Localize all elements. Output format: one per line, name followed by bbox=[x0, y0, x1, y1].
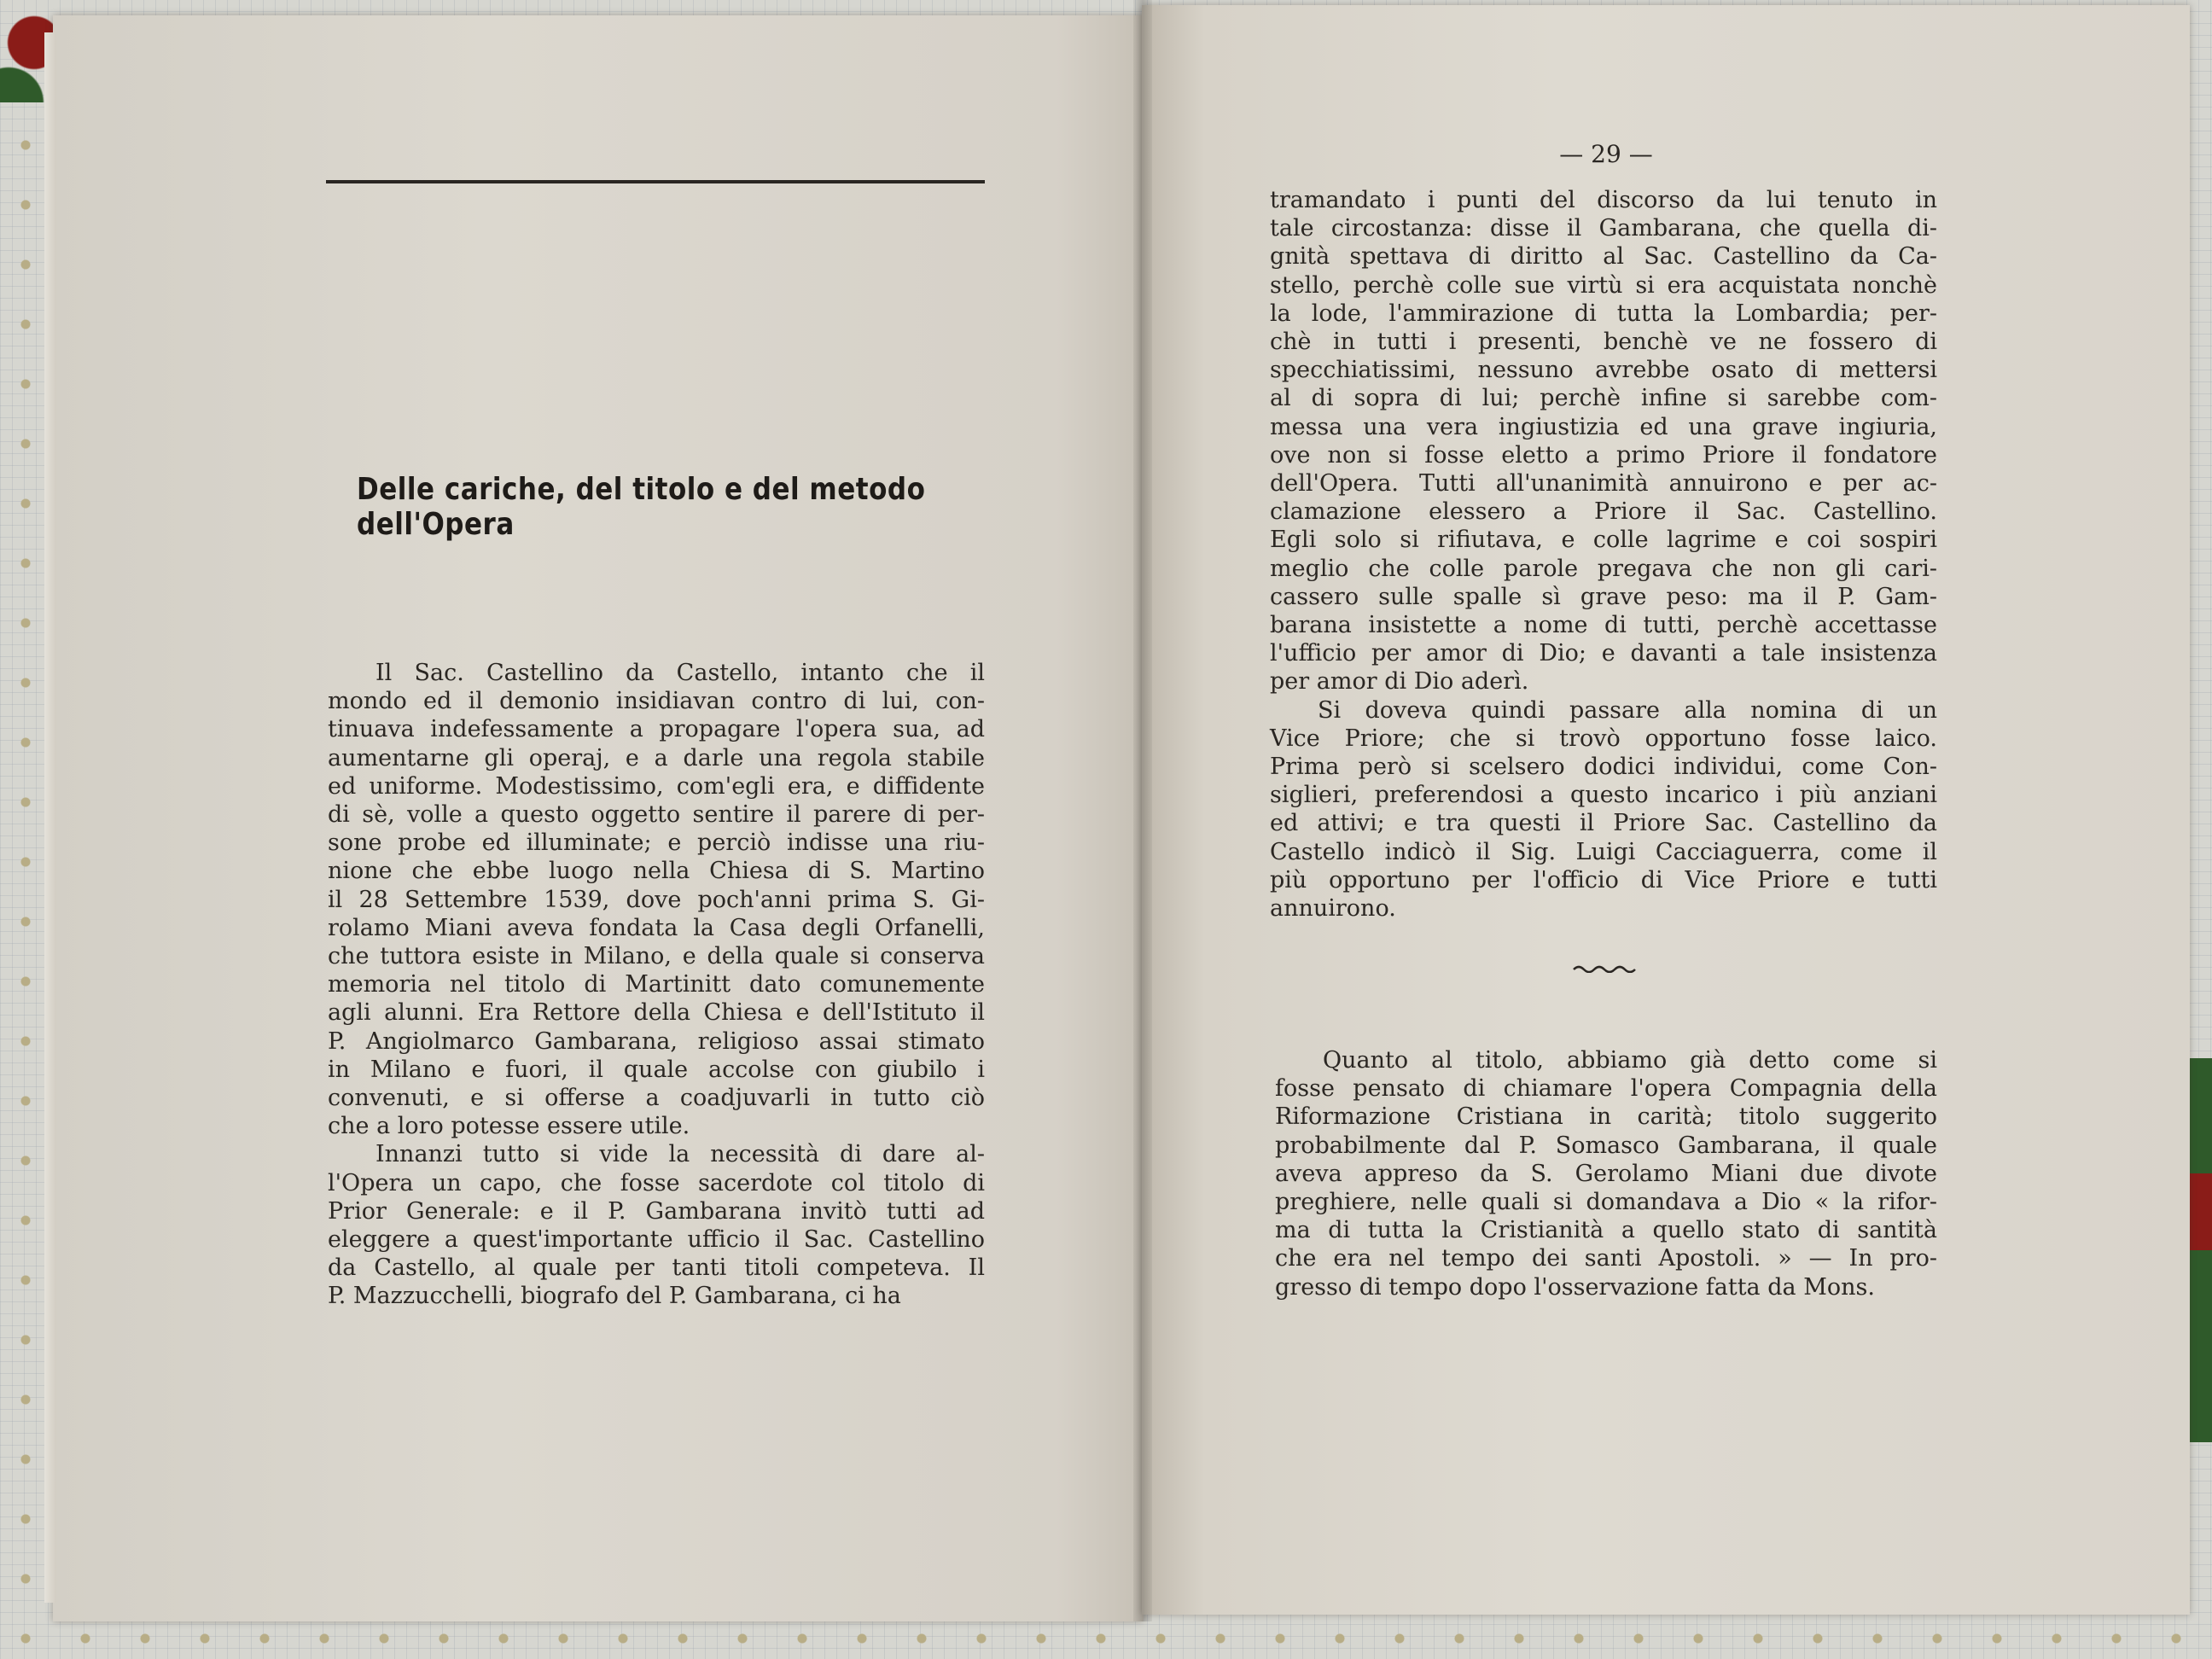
text-line: probabilmente dal P. Somasco Gambarana, il quale bbox=[1275, 1132, 1937, 1159]
chapter-title: Delle cariche, del titolo e del metodo dell'Opera bbox=[357, 471, 926, 543]
text-line: Prima però si scelsero dodici individui, come Con- bbox=[1270, 754, 1937, 781]
text-line: il 28 Settembre 1539, dove poch'anni prima S. Gi- bbox=[328, 886, 985, 913]
text-line: che era nel tempo dei santi Apostoli. » — In pro- bbox=[1275, 1245, 1937, 1272]
text-line: gresso di tempo dopo l'osservazione fatta da Mons. bbox=[1275, 1273, 1875, 1301]
chapter-rule bbox=[326, 180, 985, 183]
text-line: Innanzi tutto si vide la necessità di dare al- bbox=[375, 1141, 985, 1168]
text-line: annuirono. bbox=[1270, 895, 1396, 923]
text-line: Vice Priore; che si trovò opportuno fosse laico. bbox=[1270, 725, 1937, 752]
text-line: sone probe ed illuminate; e perciò indisse una riu- bbox=[328, 830, 985, 857]
text-line: Prior Generale: e il P. Gambarana invitò tutti ad bbox=[328, 1197, 985, 1225]
text-line: ed uniforme. Modestissimo, com'egli era, e diffidente bbox=[328, 772, 985, 800]
text-line: agli alunni. Era Rettore della Chiesa e dell'Istituto il bbox=[328, 999, 985, 1027]
text-line: barana insistette a nome di tutti, perchè accettasse bbox=[1270, 612, 1937, 639]
text-line: dell'Opera. Tutti all'unanimità annuirono e per ac- bbox=[1270, 470, 1937, 498]
text-line: siglieri, preferendosi a questo incarico i più anziani bbox=[1270, 782, 1937, 809]
text-line: preghiere, nelle quali si domandava a Dio « la rifor- bbox=[1275, 1189, 1937, 1216]
text-line: meglio che colle parole pregava che non gli cari- bbox=[1270, 555, 1937, 582]
left-page-body bbox=[328, 659, 985, 1311]
text-line: eleggere a quest'importante ufficio il Sac. Castellino bbox=[328, 1226, 985, 1254]
right-page-body-top bbox=[1270, 186, 1937, 923]
right-page-body-bottom bbox=[1275, 1046, 1937, 1301]
text-line: al di sopra di lui; perchè infine si sarebbe com- bbox=[1270, 385, 1937, 412]
text-line: ed attivi; e tra questi il Priore Sac. Castellino da bbox=[1270, 810, 1937, 837]
text-line: clamazione elessero a Priore il Sac. Castellino. bbox=[1270, 498, 1937, 526]
text-line: Riformazione Cristiana in carità; titolo suggerito bbox=[1275, 1103, 1937, 1131]
text-line: Quanto al titolo, abbiamo già detto come si bbox=[1323, 1047, 1937, 1074]
page-number: — 29 — bbox=[1559, 140, 1653, 168]
text-line: cassero sulle spalle sì grave peso: ma il P. Gam- bbox=[1270, 583, 1937, 610]
text-line: Il Sac. Castellino da Castello, intanto che il bbox=[375, 660, 985, 686]
text-line: mondo ed il demonio insidiavan contro di lui, con- bbox=[328, 688, 985, 715]
text-line: aumentarne gli operaj, e a darle una regola stabile bbox=[328, 744, 985, 771]
text-line: l'ufficio per amor di Dio; e davanti a tale insistenza bbox=[1270, 640, 1937, 667]
text-line: in Milano e fuori, il quale accolse con giubilo i bbox=[328, 1056, 985, 1083]
text-line: P. Angiolmarco Gambarana, religioso assai stimato bbox=[328, 1027, 985, 1055]
text-line: rolamo Miani aveva fondata la Casa degli Orfanelli, bbox=[328, 914, 985, 941]
text-line: la lode, l'ammirazione di tutta la Lombardia; per- bbox=[1270, 300, 1937, 327]
text-line: Egli solo si rifiutava, e colle lagrime e coi sospiri bbox=[1270, 527, 1937, 554]
christmas-decoration-right bbox=[2186, 1058, 2212, 1442]
text-line: chè in tutti i presenti, benchè ve ne fossero di bbox=[1270, 329, 1937, 356]
text-line: da Castello, al quale per tanti titoli competeva. Il bbox=[328, 1254, 985, 1282]
text-line: stello, perchè colle sue virtù si era acquistata nonchè bbox=[1270, 271, 1937, 299]
section-separator-ornament bbox=[1572, 963, 1642, 973]
text-line: specchiatissimi, nessuno avrebbe osato di mettersi bbox=[1270, 357, 1937, 384]
text-line: aveva appreso da S. Gerolamo Miani due divote bbox=[1275, 1160, 1937, 1187]
text-line: che a loro potesse essere utile. bbox=[328, 1113, 690, 1140]
text-line: nione che ebbe luogo nella Chiesa di S. Martino bbox=[328, 858, 985, 885]
text-line: tinuava indefessamente a propagare l'opera sua, ad bbox=[328, 716, 985, 743]
text-line: gnità spettava di diritto al Sac. Castellino da Ca- bbox=[1270, 243, 1937, 271]
text-line: l'Opera un capo, che fosse sacerdote col titolo di bbox=[328, 1169, 985, 1196]
text-line: ma di tutta la Cristianità a quello stato di santità bbox=[1275, 1217, 1937, 1244]
text-line: che tuttora esiste in Milano, e della quale si conserva bbox=[328, 943, 985, 970]
text-line: per amor di Dio aderì. bbox=[1270, 668, 1529, 696]
text-line: fosse pensato di chiamare l'opera Compagnia della bbox=[1275, 1075, 1937, 1103]
text-line: Castello indicò il Sig. Luigi Cacciaguerra, come il bbox=[1270, 838, 1937, 865]
text-line: tramandato i punti del discorso da lui tenuto in bbox=[1270, 187, 1937, 213]
text-line: messa una vera ingiustizia ed una grave ingiuria, bbox=[1270, 413, 1937, 440]
text-line: P. Mazzucchelli, biografo del P. Gambarana, ci ha bbox=[328, 1283, 901, 1310]
text-line: tale circostanza: disse il Gambarana, che quella di- bbox=[1270, 215, 1937, 242]
text-line: memoria nel titolo di Martinitt dato comunemente bbox=[328, 971, 985, 998]
text-line: di sè, volle a questo oggetto sentire il parere di per- bbox=[328, 801, 985, 829]
book-gutter bbox=[1133, 0, 1152, 1621]
text-line: convenuti, e si offerse a coadjuvarli in tutto ciò bbox=[328, 1085, 985, 1112]
text-line: più opportuno per l'officio di Vice Priore e tutti bbox=[1270, 866, 1937, 894]
text-line: Si doveva quindi passare alla nomina di un bbox=[1318, 696, 1937, 724]
text-line: ove non si fosse eletto a primo Priore il fondatore bbox=[1270, 441, 1937, 469]
